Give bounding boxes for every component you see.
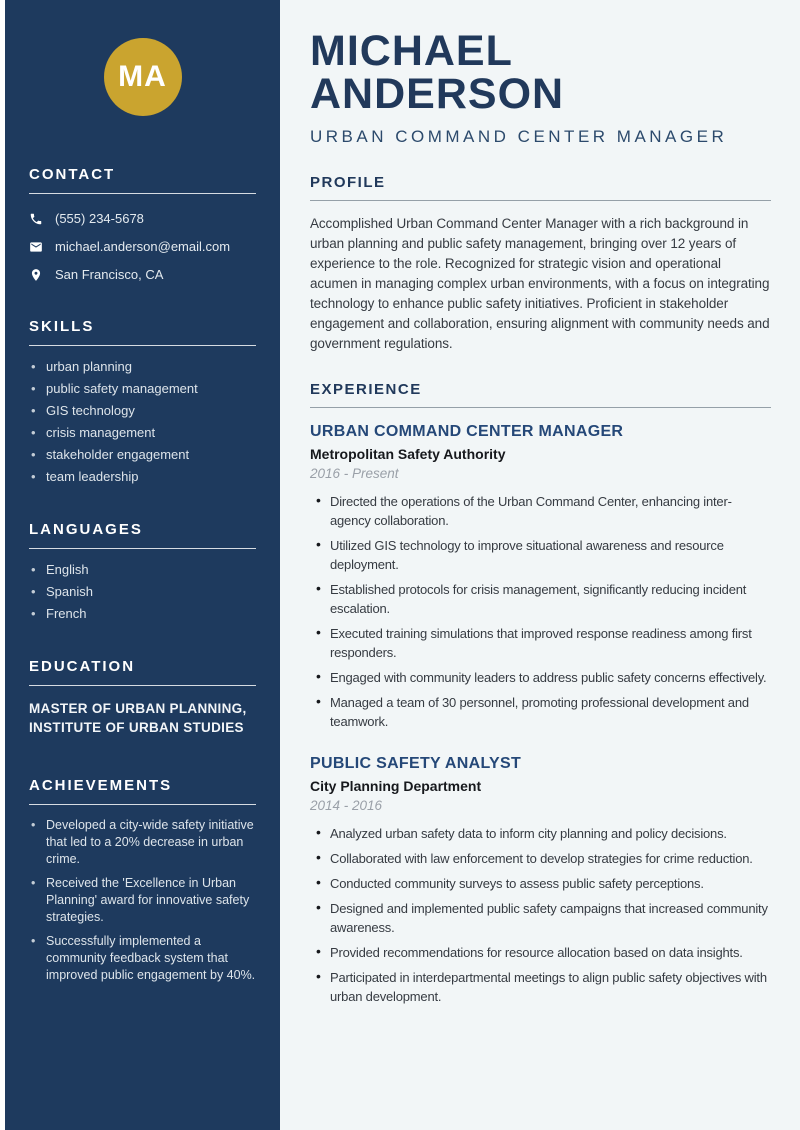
contact-heading: CONTACT [29,166,116,183]
email-icon [29,240,43,254]
job-company: Metropolitan Safety Authority [310,446,506,462]
experience-section [310,381,771,1006]
contact-row-location [29,267,256,282]
divider [29,345,256,346]
languages-section [29,521,256,622]
job-company: City Planning Department [310,778,482,794]
location-value: San Francisco, CA [55,267,164,282]
skill-item: • team leadership [29,468,256,485]
profile-heading: PROFILE [310,174,386,191]
job-bullet: • Utilized GIS technology to improve situational awareness and resource deployment. [310,536,771,574]
location-icon [29,268,43,282]
contact-list [29,211,256,282]
achievements-section [29,777,256,984]
skills-list [29,358,256,485]
profile-section [310,174,771,354]
skills-section [29,318,256,485]
job-entry-1 [310,423,771,731]
divider [29,804,256,805]
divider [29,548,256,549]
sidebar [5,0,280,1130]
phone-value: (555) 234-5678 [55,211,144,226]
experience-heading: EXPERIENCE [310,381,422,398]
divider [29,685,256,686]
job-bullet: • Directed the operations of the Urban Command Center, enhancing inter-agency collaboration. [310,492,771,530]
profile-text: Accomplished Urban Command Center Manager with a rich background in urban planning and public safety management, bringing over 12 years of experience to the role. Recognized for strategic vision and operational acumen in managing complex urban environments, with a focus on integrating technology to enhance public safety initiatives. Proficient in stakeholder engagement and collaboration, ensuring alignment with community needs and government regulations. [310,216,770,351]
job-entry-2 [310,755,771,1006]
job-bullet: • Participated in interdepartmental meetings to align public safety objectives with urban development. [310,968,771,1006]
divider [29,193,256,194]
achievement-item: • Successfully implemented a community feedback system that improved public engagement by 40%. [29,933,256,984]
job-bullet: • Established protocols for crisis management, significantly reducing incident escalation. [310,580,771,618]
job-bullet: • Collaborated with law enforcement to develop strategies for crime reduction. [310,849,771,868]
skill-item: • urban planning [29,358,256,375]
job-bullet: • Provided recommendations for resource allocation based on data insights. [310,943,771,962]
contact-row-email [29,239,256,254]
job-bullet: • Managed a team of 30 personnel, promoting professional development and teamwork. [310,693,771,731]
language-item: • French [29,605,256,622]
email-value: michael.anderson@email.com [55,239,231,254]
job-bullet: • Analyzed urban safety data to inform city planning and policy decisions. [310,824,771,843]
education-degree: MASTER OF URBAN PLANNING, INSTITUTE OF URBAN STUDIES [29,701,247,735]
job-bullet: • Engaged with community leaders to address public safety concerns effectively. [310,668,771,687]
job-dates: 2014 - 2016 [310,798,383,813]
achievements-list [29,817,256,984]
candidate-title: URBAN COMMAND CENTER MANAGER [310,127,728,146]
job-bullet: • Executed training simulations that improved response readiness among first responders. [310,624,771,662]
divider [310,200,771,201]
job-bullet-list [310,492,771,731]
languages-heading: LANGUAGES [29,521,143,538]
achievement-item: • Received the 'Excellence in Urban Planning' award for innovative safety strategies. [29,875,256,926]
main-content [280,0,800,1130]
contact-section [29,166,256,282]
candidate-name: MICHAEL ANDERSON [310,27,565,118]
job-title: URBAN COMMAND CENTER MANAGER [310,423,624,440]
language-item: • English [29,561,256,578]
job-title: PUBLIC SAFETY ANALYST [310,755,522,772]
divider [310,407,771,408]
skill-item: • GIS technology [29,402,256,419]
contact-row-phone [29,211,256,226]
job-dates: 2016 - Present [310,466,399,481]
avatar-initials: MA [118,60,167,93]
skill-item: • stakeholder engagement [29,446,256,463]
education-heading: EDUCATION [29,658,136,675]
language-item: • Spanish [29,583,256,600]
job-bullet-list [310,824,771,1006]
skills-heading: SKILLS [29,318,95,335]
education-section [29,658,256,737]
job-bullet: • Designed and implemented public safety campaigns that increased community awareness. [310,899,771,937]
skill-item: • public safety management [29,380,256,397]
skill-item: • crisis management [29,424,256,441]
achievement-item: • Developed a city-wide safety initiative that led to a 20% decrease in urban crime. [29,817,256,868]
achievements-heading: ACHIEVEMENTS [29,777,173,794]
phone-icon [29,212,43,226]
avatar [104,38,182,116]
job-bullet: • Conducted community surveys to assess public safety perceptions. [310,874,771,893]
languages-list [29,561,256,622]
